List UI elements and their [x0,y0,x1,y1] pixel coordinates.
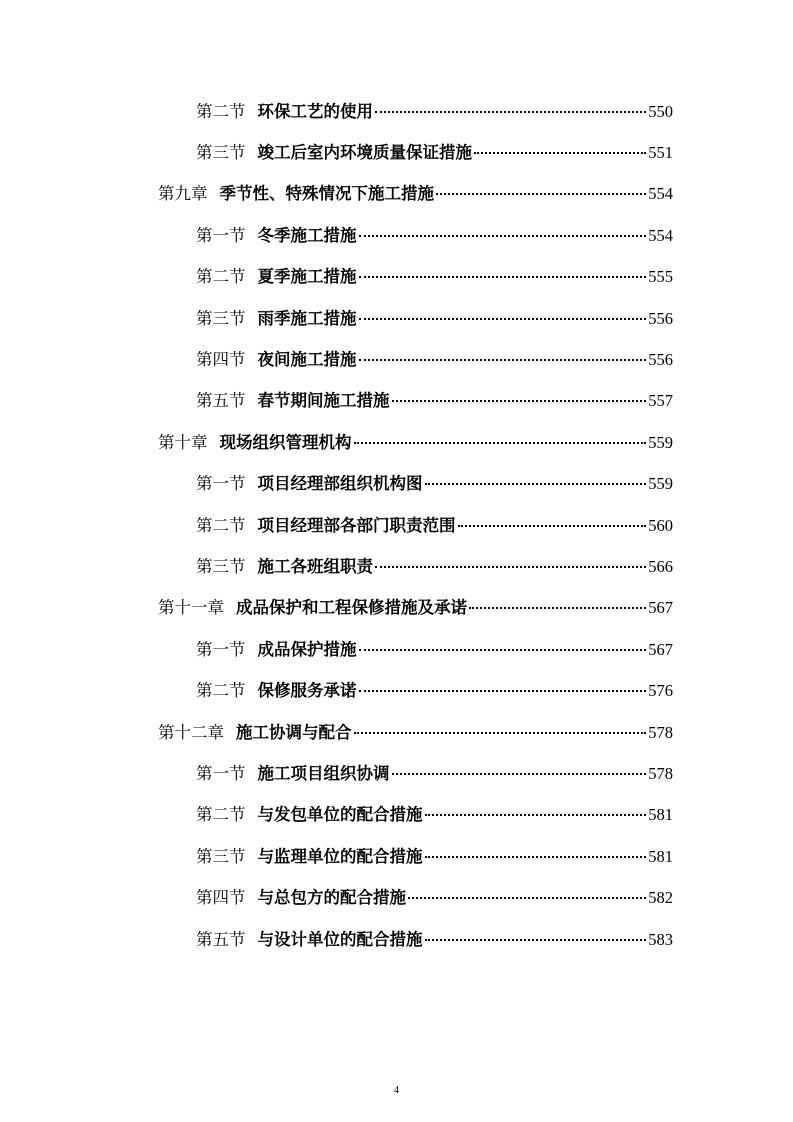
dot-leader [359,318,647,320]
toc-entry-page: 578 [648,722,673,742]
toc-entry-number: 第二节 [196,805,246,825]
toc-entry-number: 第十二章 [158,722,224,742]
toc-entry-page: 559 [648,432,673,452]
toc-entry-title: 施工各班组职责 [257,556,373,576]
toc-entry[interactable] [0,505,793,546]
dot-leader [425,483,647,485]
toc-entry-title: 项目经理部组织机构图 [257,474,423,494]
toc-entry-page: 581 [648,846,673,866]
toc-entry-title: 项目经理部各部门职责范围 [257,515,456,535]
dot-leader [458,525,647,527]
toc-entry[interactable] [0,588,793,629]
toc-entry-number: 第三节 [196,846,246,866]
dot-leader [408,897,646,899]
toc-entry-number: 第一节 [196,474,246,494]
toc-entry-page: 555 [648,267,673,287]
toc-entry-number: 第二节 [196,681,246,701]
toc-entry[interactable] [0,381,793,422]
toc-entry-number: 第九章 [158,184,208,204]
toc-entry-title: 施工项目组织协调 [257,763,390,783]
toc-entry-number: 第一节 [196,225,246,245]
toc-entry[interactable] [0,422,793,463]
toc-entry-number: 第四节 [196,888,246,908]
toc-entry-page: 581 [648,805,673,825]
toc-entry-title: 施工协调与配合 [236,722,352,742]
toc-entry[interactable] [0,919,793,960]
toc-entry-title: 成品保护措施 [257,639,357,659]
toc-entry-number: 第十一章 [158,598,224,618]
page-number: 4 [394,1085,399,1096]
toc-entry[interactable] [0,464,793,505]
toc-entry-title: 现场组织管理机构 [219,432,352,452]
toc-entry-page: 582 [648,888,673,908]
toc-entry-page: 583 [648,929,673,949]
toc-entry[interactable] [0,753,793,794]
toc-entry-title: 季节性、特殊情况下施工措施 [219,184,434,204]
dot-leader [392,400,647,402]
toc-entry-page: 550 [648,101,673,121]
toc-entry[interactable] [0,91,793,132]
toc-entry-number: 第一节 [196,639,246,659]
toc-entry[interactable] [0,132,793,173]
toc-entry[interactable] [0,339,793,380]
toc-entry-number: 第二节 [196,515,246,535]
table-of-contents [0,91,793,960]
toc-entry-number: 第三节 [196,308,246,328]
toc-entry-page: 554 [648,225,673,245]
dot-leader [354,732,647,734]
toc-entry-number: 第四节 [196,350,246,370]
toc-entry-number: 第三节 [196,143,246,163]
toc-entry[interactable] [0,877,793,918]
toc-entry-number: 第二节 [196,101,246,121]
toc-entry[interactable] [0,836,793,877]
toc-entry-title: 保修服务承诺 [257,681,357,701]
toc-entry-number: 第三节 [196,556,246,576]
dot-leader [375,566,646,568]
toc-entry-title: 与总包方的配合措施 [257,888,406,908]
toc-entry-page: 554 [648,184,673,204]
dot-leader [359,235,647,237]
toc-entry-page: 576 [648,681,673,701]
toc-entry[interactable] [0,298,793,339]
toc-entry[interactable] [0,257,793,298]
dot-leader [359,359,647,361]
toc-entry-page: 578 [648,763,673,783]
toc-entry[interactable] [0,670,793,711]
toc-entry-title: 成品保护和工程保修措施及承诺 [236,598,467,618]
toc-entry-number: 第十章 [158,432,208,452]
toc-entry-title: 与发包单位的配合措施 [257,805,423,825]
toc-entry[interactable] [0,712,793,753]
dot-leader [425,856,647,858]
toc-entry-page: 551 [648,143,673,163]
toc-entry[interactable] [0,546,793,587]
dot-leader [359,276,647,278]
dot-leader [359,690,647,692]
toc-entry-page: 557 [648,391,673,411]
toc-entry-number: 第一节 [196,763,246,783]
dot-leader [469,607,646,609]
toc-entry-page: 559 [648,474,673,494]
toc-entry-number: 第五节 [196,391,246,411]
dot-leader [359,649,647,651]
toc-entry[interactable] [0,795,793,836]
toc-entry-title: 竣工后室内环境质量保证措施 [257,143,472,163]
toc-entry-page: 556 [648,308,673,328]
dot-leader [392,773,647,775]
toc-entry-title: 与设计单位的配合措施 [257,929,423,949]
toc-entry-title: 与监理单位的配合措施 [257,846,423,866]
toc-entry-title: 雨季施工措施 [257,308,357,328]
dot-leader [425,939,647,941]
toc-entry-title: 春节期间施工措施 [257,391,390,411]
toc-entry-number: 第二节 [196,267,246,287]
dot-leader [474,152,646,154]
toc-entry-title: 冬季施工措施 [257,225,357,245]
toc-entry[interactable] [0,215,793,256]
toc-entry-page: 560 [648,515,673,535]
toc-entry[interactable] [0,174,793,215]
toc-entry[interactable] [0,629,793,670]
toc-entry-page: 567 [648,639,673,659]
toc-entry-page: 556 [648,350,673,370]
dot-leader [354,442,647,444]
toc-entry-title: 环保工艺的使用 [257,101,373,121]
dot-leader [436,193,646,195]
dot-leader [375,111,646,113]
toc-entry-number: 第五节 [196,929,246,949]
toc-entry-page: 566 [648,556,673,576]
toc-entry-page: 567 [648,598,673,618]
dot-leader [425,814,647,816]
toc-entry-title: 夜间施工措施 [257,350,357,370]
toc-entry-title: 夏季施工措施 [257,267,357,287]
